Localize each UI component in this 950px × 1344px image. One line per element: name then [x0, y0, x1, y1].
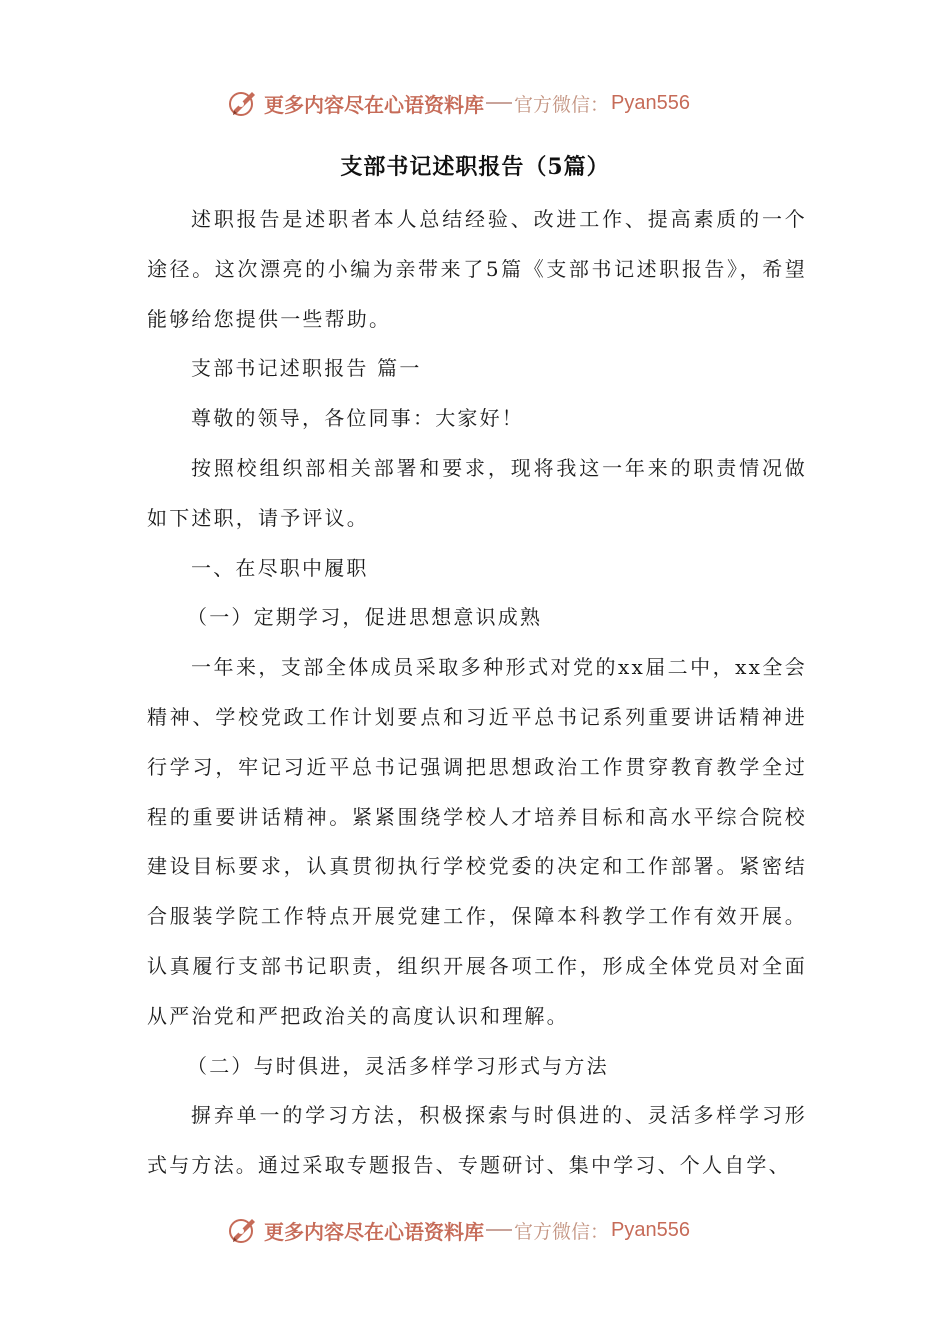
subsection-heading: （一）定期学习，促进思想意识成熟	[187, 605, 543, 630]
header-watermark-banner	[226, 83, 690, 123]
banner-wechat-id: Pyan556	[611, 1218, 690, 1241]
intro-paragraph: 述职报告是述职者本人总结经验、改进工作、提高素质的一个途径。这次漂亮的小编为亲带来了5篇《支部书记述职报告》，希望能够给您提供一些帮助。	[147, 207, 807, 331]
banner-wechat-id: Pyan556	[611, 91, 690, 114]
pen-circle-logo-icon	[226, 1213, 260, 1247]
banner-dash	[486, 1229, 512, 1231]
pen-circle-logo-icon	[226, 86, 260, 120]
banner-main-text: 更多内容尽在心语资料库	[264, 1219, 484, 1244]
body-paragraph: 一年来，支部全体成员采取多种形式对党的xx届二中，xx全会精神、学校党政工作计划要点和习近平总书记系列重要讲话精神进行学习，牢记习近平总书记强调把思想政治工作贯穿教育教学全过程的重要讲话精神。紧紧围绕学校人才培养目标和高水平综合院校建设目标要求，认真贯彻执行学校党委的决定和工作部署。紧密结合服装学院工作特点开展党建工作，保障本科教学工作有效开展。认真履行支部书记职责，组织开展各项工作，形成全体党员对全面从严治党和严把政治关的高度认识和理解。	[147, 655, 807, 1028]
banner-official-label: 官方微信：	[514, 93, 610, 116]
footer-watermark-banner	[226, 1210, 690, 1250]
greeting-paragraph: 尊敬的领导，各位同事：大家好！	[191, 406, 524, 431]
banner-dash	[486, 102, 512, 104]
body-paragraph: 按照校组织部相关部署和要求，现将我这一年来的职责情况做如下述职，请予评议。	[147, 455, 807, 530]
document-title: 支部书记述职报告（5篇）	[340, 154, 610, 180]
banner-main-text: 更多内容尽在心语资料库	[264, 92, 484, 117]
document-body	[147, 195, 807, 1191]
subsection-heading: （二）与时俱进，灵活多样学习形式与方法	[187, 1053, 609, 1078]
section-heading: 支部书记述职报告 篇一	[191, 356, 422, 381]
banner-official-label: 官方微信：	[514, 1220, 610, 1243]
body-paragraph: 摒弃单一的学习方法，积极探索与时俱进的、灵活多样学习形式与方法。通过采取专题报告、专题研讨、集中学习、个人自学、	[147, 1103, 807, 1178]
section-heading: 一、在尽职中履职	[191, 555, 369, 580]
